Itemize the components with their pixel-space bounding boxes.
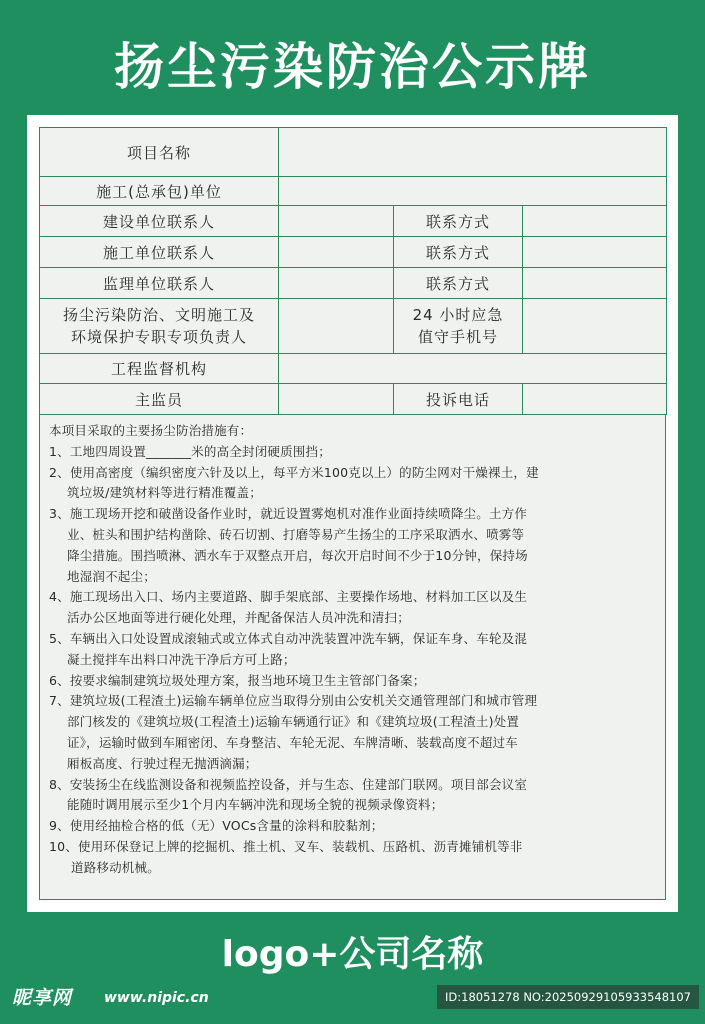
- measure-line: 4、施工现场出入口、场内主要道路、脚手架底部、主要操作场地、材料加工区以及生: [49, 589, 528, 605]
- row-label-line: 24 小时应急: [412, 306, 504, 324]
- notice-board: [27, 115, 678, 912]
- value-cell: [523, 206, 667, 237]
- measure-line: 能随时调用展示至少1个月内车辆冲洗和现场全貌的视频录像资料；: [67, 797, 444, 813]
- table-row: [40, 237, 667, 268]
- row-label-line: 环境保护专职专项负责人: [70, 328, 247, 346]
- value-cell: [523, 268, 667, 299]
- row-label: 施工(总承包)单位: [40, 177, 279, 206]
- table-row: [40, 206, 667, 237]
- value-cell: [523, 384, 667, 415]
- table-row: [40, 384, 667, 415]
- measure-line: 10、使用环保登记上牌的挖掘机、推土机、叉车、装载机、压路机、沥青摊铺机等非: [49, 838, 523, 854]
- measure-item: [49, 629, 661, 671]
- value-cell: [523, 299, 667, 354]
- measure-line: 活办公区地面等进行硬化处理，并配备保洁人员冲洗和清扫；: [67, 610, 410, 626]
- company-name: logo+公司名称: [221, 934, 484, 975]
- info-table: [39, 127, 667, 415]
- measure-line: 业、桩头和围护结构凿除、砖石切割、打磨等易产生扬尘的工序采取洒水、喷雾等: [67, 526, 525, 542]
- measure-item: [49, 837, 661, 879]
- measure-item: [49, 691, 661, 774]
- measures-section: [49, 421, 661, 879]
- value-cell: [523, 237, 667, 268]
- measure-line: 部门核发的《建筑垃圾(工程渣土)运输车辆通行证》和《建筑垃圾(工程渣土)处置: [67, 714, 520, 730]
- measure-item: [49, 671, 661, 692]
- page-title: 扬尘污染防治公示牌: [114, 38, 591, 96]
- watermark-bar: [0, 984, 705, 1012]
- value-cell: [279, 299, 394, 354]
- value-cell: [279, 268, 394, 299]
- row-label-line: 扬尘污染防治、文明施工及: [62, 306, 255, 324]
- notice-panel: [39, 127, 666, 900]
- table-row: [40, 177, 667, 206]
- watermark-id: ID:18051278 NO:20250929105933548107: [437, 985, 699, 1009]
- row-label-secondary: 投诉电话: [394, 384, 523, 415]
- measure-line: 证》，运输时做到车厢密闭、车身整洁、车轮无泥、车牌清晰、装载高度不超过车: [67, 734, 518, 750]
- measure-line: 降尘措施。围挡喷淋、洒水车于双整点开启，每次开启时间不少于10分钟，保持场: [67, 547, 528, 563]
- table-row: [40, 299, 667, 354]
- measure-line: 道路移动机械。: [71, 859, 160, 875]
- measure-line: 3、施工现场开挖和破凿设备作业时，就近设置雾炮机对准作业面持续喷降尘。土方作: [49, 506, 528, 522]
- measure-item: [49, 775, 661, 817]
- value-cell: [279, 206, 394, 237]
- row-label-secondary: 联系方式: [394, 268, 523, 299]
- value-cell: [279, 177, 667, 206]
- row-label-secondary: 联系方式: [394, 206, 523, 237]
- measure-line: 1、工地四周设置_______米的高全封闭硬质围挡；: [49, 443, 331, 459]
- value-cell: [279, 237, 394, 268]
- measure-line: 9、使用经抽检合格的低（无）VOCs含量的涂料和胶黏剂；: [49, 818, 384, 834]
- measure-line: 7、建筑垃圾(工程渣土)运输车辆单位应当取得分别由公安机关交通管理部门和城市管理: [49, 693, 538, 709]
- row-label: [40, 299, 279, 354]
- row-label: 工程监督机构: [40, 354, 279, 384]
- table-row: [40, 128, 667, 177]
- measure-item: [49, 442, 661, 463]
- measure-line: 厢板高度、行驶过程无抛洒滴漏；: [67, 755, 258, 771]
- row-label-line: 值守手机号: [417, 328, 498, 346]
- measure-item: [49, 816, 661, 837]
- measure-line: 筑垃圾/建筑材料等进行精准覆盖；: [67, 485, 262, 501]
- watermark-url: www.nipic.cn: [104, 990, 209, 1006]
- measures-heading: 本项目采取的主要扬尘防治措施有：: [49, 423, 253, 438]
- measure-item: [49, 463, 661, 505]
- measure-line: 凝土搅拌车出料口冲洗干净后方可上路；: [67, 651, 296, 667]
- value-cell: [279, 354, 667, 384]
- measure-line: 5、车辆出入口处设置成滚轴式或立体式自动冲洗装置冲洗车辆，保证车身、车轮及混: [49, 630, 528, 646]
- row-label-secondary: 联系方式: [394, 237, 523, 268]
- watermark-logo: 昵享网: [12, 987, 73, 1009]
- row-label: 主监员: [40, 384, 279, 415]
- row-label: 施工单位联系人: [40, 237, 279, 268]
- measure-line: 地湿润不起尘；: [67, 568, 156, 584]
- measure-line: 2、使用高密度（编织密度六针及以上，每平方米100克以上）的防尘网对干燥裸土，建: [49, 464, 539, 480]
- measure-line: 8、安装扬尘在线监测设备和视频监控设备，并与生态、住建部门联网。项目部会议室: [49, 776, 528, 792]
- row-label-secondary: [394, 299, 523, 354]
- measure-line: 6、按要求编制建筑垃圾处理方案，报当地环境卫生主管部门备案；: [49, 672, 426, 688]
- value-cell: [279, 384, 394, 415]
- measures-list: [49, 442, 661, 879]
- row-label: 监理单位联系人: [40, 268, 279, 299]
- measure-item: [49, 587, 661, 629]
- row-label: 项目名称: [40, 128, 279, 177]
- table-row: [40, 354, 667, 384]
- measure-item: [49, 504, 661, 587]
- table-row: [40, 268, 667, 299]
- value-cell: [279, 128, 667, 177]
- row-label: 建设单位联系人: [40, 206, 279, 237]
